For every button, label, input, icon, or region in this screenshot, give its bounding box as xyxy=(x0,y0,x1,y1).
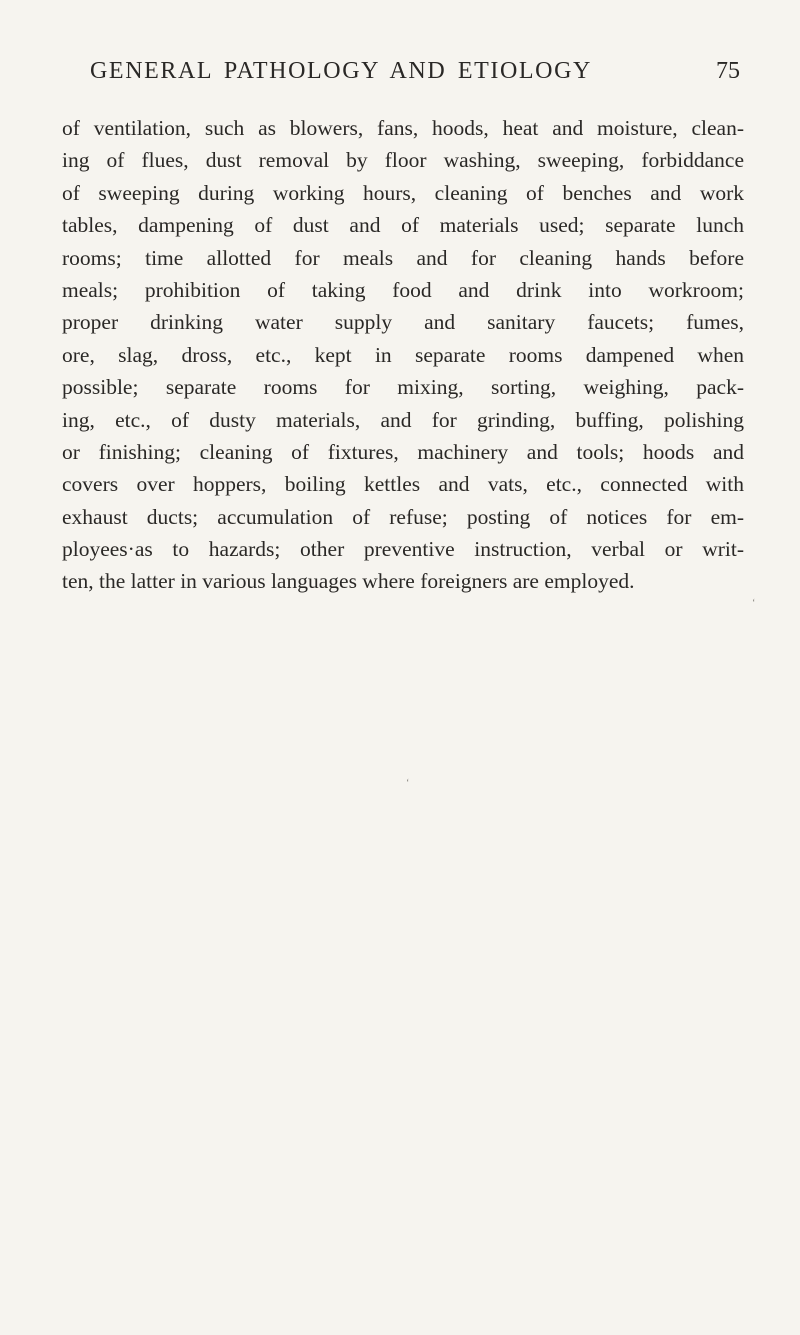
text-line: ore, slag, dross, etc., kept in separate rooms dampened when xyxy=(62,342,744,367)
text-line: possible; separate rooms for mixing, sorting, weighing, pack- xyxy=(62,375,744,400)
text-line: rooms; time allotted for meals and for cleaning hands before xyxy=(62,245,744,270)
text-line: proper drinking water supply and sanitary faucets; fumes, xyxy=(62,310,744,335)
text-line: or finishing; cleaning of fixtures, machinery and tools; hoods and xyxy=(62,439,744,464)
text-line: ing, etc., of dusty materials, and for grinding, buffing, polishing xyxy=(62,407,744,432)
running-head xyxy=(90,58,740,92)
text-line: ten, the latter in various languages where foreigners are employed. xyxy=(62,569,635,594)
ink-speck: ‘ xyxy=(752,598,756,609)
text-line: ployees·as to hazards; other preventive instruction, verbal or writ- xyxy=(62,537,744,562)
text-line: tables, dampening of dust and of materials used; separate lunch xyxy=(62,213,744,238)
text-line: exhaust ducts; accumulation of refuse; posting of notices for em- xyxy=(62,504,744,529)
body-paragraph xyxy=(62,112,744,598)
text-line: of ventilation, such as blowers, fans, hoods, heat and moisture, clean- xyxy=(62,116,744,140)
running-title: GENERAL PATHOLOGY AND ETIOLOGY xyxy=(90,58,592,84)
text-line: meals; prohibition of taking food and drink into workroom; xyxy=(62,277,744,302)
text-line: ing of flues, dust removal by floor washing, sweeping, forbiddance xyxy=(62,148,744,173)
ink-speck: ‘ xyxy=(406,778,410,789)
text-line: of sweeping during working hours, cleaning of benches and work xyxy=(62,180,744,205)
text-line: covers over hoppers, boiling kettles and vats, etc., connected with xyxy=(62,472,744,497)
page-number: 75 xyxy=(716,58,740,84)
